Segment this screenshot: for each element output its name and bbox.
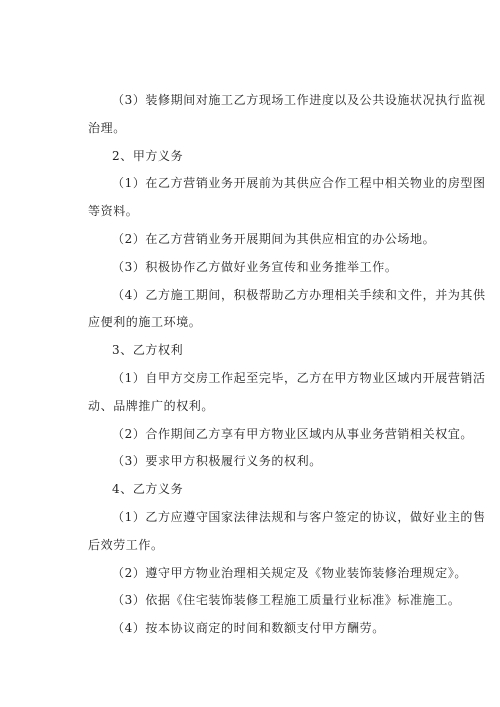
paragraph-line: （1）乙方应遵守国家法律法规和与客户签定的协议，做好业主的售 (112, 509, 486, 524)
paragraph-line: （3）要求甲方积极履行义务的权利。 (112, 454, 322, 469)
section-heading: 3、乙方权利 (112, 343, 184, 358)
paragraph-line: （4）乙方施工期间，积极帮助乙方办理相关手续和文件，并为其供 (112, 287, 486, 302)
document-body (88, 93, 486, 649)
section-heading: 4、乙方义务 (112, 482, 184, 497)
paragraph-line: 治理。 (88, 120, 126, 135)
paragraph-line: （3）装修期间对施工乙方现场工作进度以及公共设施状况执行监视 (112, 93, 486, 107)
paragraph-line: （3）依据《住宅装饰装修工程施工质量行业标准》标准施工。 (112, 593, 461, 608)
paragraph-line: 等资料。 (88, 204, 139, 219)
paragraph-line: （2）合作期间乙方享有甲方物业区域内从事业务营销相关权宜。 (112, 426, 474, 441)
paragraph-line: （3）积极协作乙方做好业务宣传和业务推举工作。 (112, 259, 398, 274)
paragraph-line: （2）在乙方营销业务开展期间为其供应相宜的办公场地。 (112, 231, 436, 246)
paragraph-line: （1）自甲方交房工作起至完毕，乙方在甲方物业区域内开展营销活 (112, 370, 486, 385)
paragraph-line: （1）在乙方营销业务开展前为其供应合作工程中相关物业的房型图 (112, 176, 486, 191)
paragraph-line: 应便利的施工环境。 (88, 315, 202, 330)
paragraph-line: 动、品牌推广的权利。 (88, 398, 215, 413)
section-heading: 2、甲方义务 (112, 148, 184, 163)
paragraph-line: （4）按本协议商定的时间和数额支付甲方酬劳。 (112, 621, 385, 636)
paragraph-line: （2）遵守甲方物业治理相关规定及《物业装饰装修治理规定》。 (112, 565, 468, 580)
paragraph-line: 后效劳工作。 (88, 537, 164, 552)
